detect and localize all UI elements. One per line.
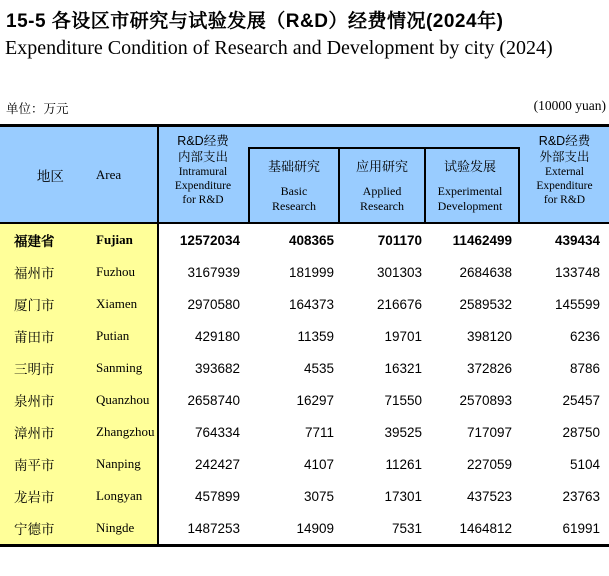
header-applied-research-column (340, 149, 426, 222)
intramural-value: 457899 (194, 488, 240, 504)
intramural-value: 12572034 (179, 232, 240, 248)
area-name-en: Putian (96, 328, 130, 343)
header-area-column (0, 127, 158, 222)
applied-research-value: 216676 (376, 296, 422, 312)
area-column-divider (157, 127, 159, 544)
intramural-value: 393682 (194, 360, 240, 376)
applied-research-value: 71550 (384, 392, 422, 408)
area-name-cn: 福州市 (14, 266, 55, 281)
external-value: 25457 (562, 392, 600, 408)
basic-research-value: 181999 (288, 264, 334, 280)
table-row-nanping (0, 448, 609, 480)
area-cell (0, 480, 158, 512)
experimental-development-value: 437523 (466, 488, 512, 504)
applied-research-value: 11261 (385, 456, 422, 472)
area-name-cn: 厦门市 (14, 298, 55, 313)
unit-note-en: (10000 yuan) (533, 98, 606, 113)
header-basic-en-2: Research (272, 199, 316, 213)
intramural-value: 2658740 (187, 392, 240, 408)
area-cell (0, 256, 158, 288)
experimental-development-value: 372826 (466, 360, 512, 376)
header-area-cn: 地区 (36, 168, 64, 184)
applied-research-value: 7531 (391, 520, 422, 536)
basic-research-value: 408365 (288, 232, 334, 248)
area-name-en: Fujian (96, 232, 133, 247)
header-external-column (520, 127, 609, 222)
table-row-fuzhou (0, 256, 609, 288)
experimental-development-value: 398120 (466, 328, 512, 344)
area-name-cn: 三明市 (14, 362, 55, 377)
applied-research-value: 39525 (384, 424, 422, 440)
external-value: 8786 (569, 360, 600, 376)
area-cell (0, 416, 158, 448)
area-name-en: Nanping (96, 456, 141, 471)
basic-research-value: 4107 (303, 456, 334, 472)
area-name-cn: 泉州市 (14, 394, 55, 409)
header-external-cn-1: R&D经费 (538, 134, 591, 148)
area-name-en: Longyan (96, 488, 143, 503)
area-name-en: Zhangzhou (96, 424, 155, 439)
header-intramural-cn-2: 内部支出 (177, 150, 228, 164)
header-external-en-3: for R&D (543, 194, 586, 206)
rd-expenditure-table (0, 124, 609, 547)
experimental-development-value: 1464812 (459, 520, 512, 536)
external-value: 28750 (562, 424, 600, 440)
header-applied-en-2: Research (360, 199, 404, 213)
applied-research-value: 17301 (384, 488, 422, 504)
experimental-development-value: 2570893 (459, 392, 512, 408)
header-external-en-2: Expenditure (536, 180, 593, 192)
intramural-value: 242427 (194, 456, 240, 472)
header-applied-cn: 应用研究 (355, 159, 408, 174)
external-value: 5104 (569, 456, 600, 472)
table-row-zhangzhou (0, 416, 609, 448)
area-name-cn: 莆田市 (14, 330, 55, 345)
table-row-xiamen (0, 288, 609, 320)
header-experimental-cn: 试验发展 (443, 159, 496, 174)
area-name-en: Ningde (96, 520, 135, 535)
basic-research-value: 14909 (296, 520, 334, 536)
applied-research-value: 19701 (384, 328, 422, 344)
experimental-development-value: 11462499 (452, 232, 512, 248)
experimental-development-value: 2684638 (459, 264, 512, 280)
experimental-development-value: 2589532 (459, 296, 512, 312)
external-value: 439434 (554, 232, 600, 248)
basic-research-value: 3075 (303, 488, 334, 504)
header-intramural-cn-1: R&D经费 (177, 134, 229, 148)
page-title-en: Expenditure Condition of Research and Development by city (2024) (5, 37, 553, 59)
header-basic-research-column (250, 149, 340, 222)
external-value: 145599 (554, 296, 600, 312)
header-applied-en-1: Applied (362, 184, 402, 198)
area-cell (0, 352, 158, 384)
basic-research-value: 11359 (297, 328, 334, 344)
area-cell (0, 320, 158, 352)
header-area-en: Area (95, 166, 122, 182)
applied-research-value: 301303 (376, 264, 422, 280)
table-header (0, 127, 609, 224)
table-body (0, 224, 609, 544)
header-external-en-1: External (545, 166, 584, 178)
applied-research-value: 701170 (377, 232, 422, 248)
header-intramural-column (158, 127, 248, 222)
area-cell (0, 448, 158, 480)
basic-research-value: 16297 (296, 392, 334, 408)
header-external-cn-2: 外部支出 (539, 150, 590, 164)
area-name-cn: 福建省 (14, 234, 55, 249)
header-intramural-en-3: for R&D (182, 194, 224, 206)
area-cell (0, 224, 158, 256)
table-row-fujian (0, 224, 609, 256)
header-intramural-en-1: Intramural (178, 166, 228, 178)
basic-research-value: 7711 (304, 424, 334, 440)
area-cell (0, 288, 158, 320)
table-row-longyan (0, 480, 609, 512)
table-row-sanming (0, 352, 609, 384)
table-row-quanzhou (0, 384, 609, 416)
area-name-cn: 漳州市 (14, 426, 55, 441)
external-value: 6236 (569, 328, 600, 344)
area-name-cn: 南平市 (14, 458, 55, 473)
experimental-development-value: 227059 (466, 456, 512, 472)
intramural-value: 2970580 (187, 296, 240, 312)
intramural-value: 764334 (194, 424, 240, 440)
header-experimental-development-column (426, 149, 514, 222)
header-experimental-en-1: Experimental (437, 184, 503, 198)
page-title-cn: 15-5 各设区市研究与试验发展（R&D）经费情况(2024年) (6, 11, 504, 32)
table-row-ningde (0, 512, 609, 544)
basic-research-value: 164373 (288, 296, 334, 312)
area-name-en: Fuzhou (96, 264, 135, 279)
area-cell (0, 384, 158, 416)
area-name-cn: 龙岩市 (14, 490, 55, 505)
table-row-putian (0, 320, 609, 352)
basic-research-value: 4535 (303, 360, 334, 376)
external-value: 61991 (562, 520, 600, 536)
header-basic-cn: 基础研究 (267, 159, 320, 174)
external-value: 133748 (554, 264, 600, 280)
intramural-value: 429180 (194, 328, 240, 344)
area-name-en: Xiamen (96, 296, 138, 311)
experimental-development-value: 717097 (466, 424, 512, 440)
intramural-value: 3167939 (187, 264, 240, 280)
header-intramural-components-box (248, 147, 520, 222)
unit-note-cn: 单位：万元 (6, 102, 69, 116)
intramural-value: 1487253 (187, 520, 240, 536)
area-cell (0, 512, 158, 544)
area-name-cn: 宁德市 (14, 522, 55, 537)
external-value: 23763 (562, 488, 600, 504)
header-experimental-en-2: Development (437, 199, 503, 213)
area-name-en: Quanzhou (96, 392, 150, 407)
header-intramural-en-2: Expenditure (174, 180, 232, 192)
area-name-en: Sanming (96, 360, 143, 375)
header-basic-en-1: Basic (280, 184, 308, 198)
applied-research-value: 16321 (384, 360, 422, 376)
